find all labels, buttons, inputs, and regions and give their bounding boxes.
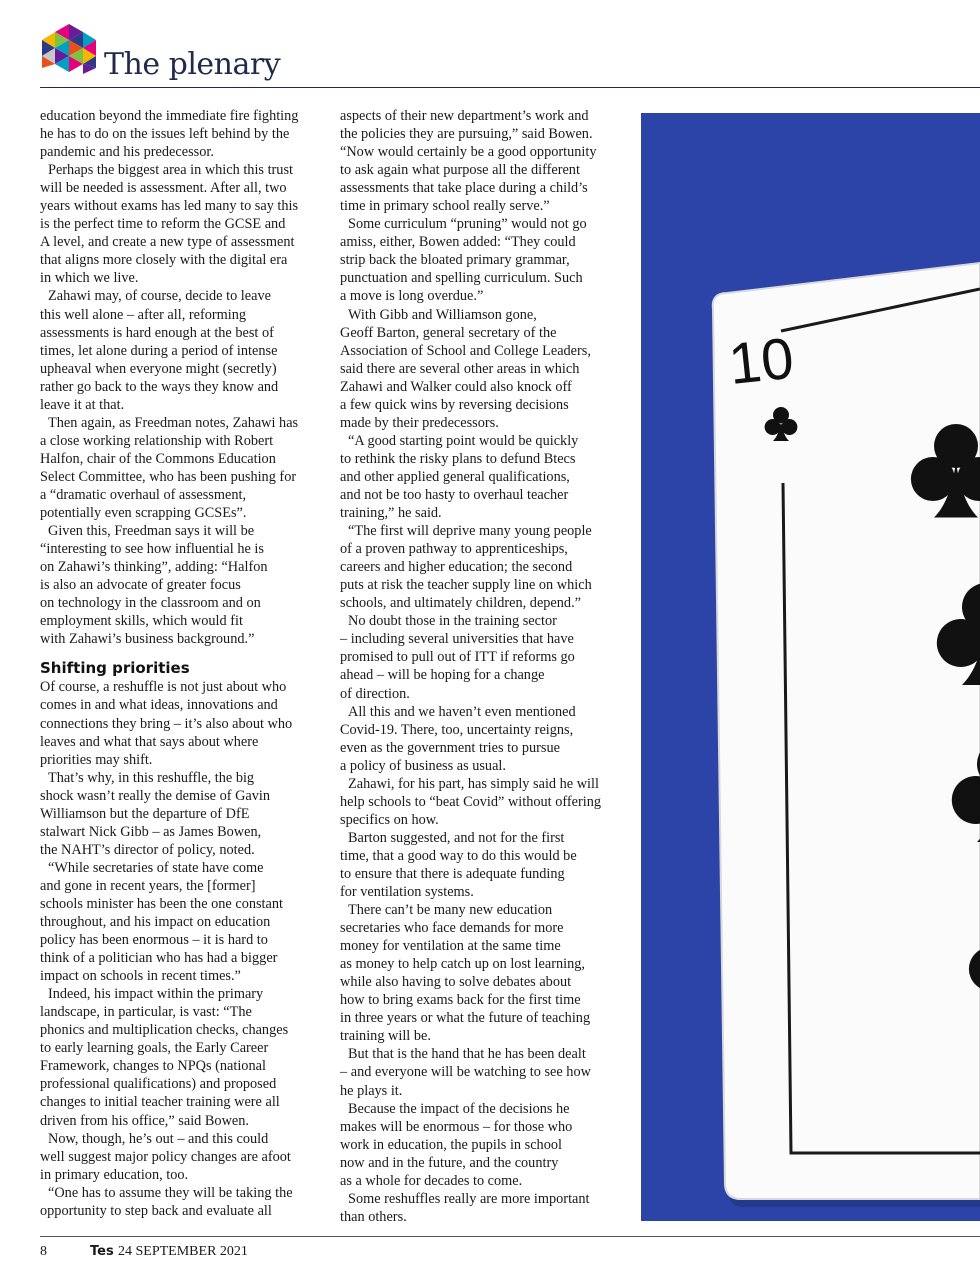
paragraph: Because the impact of the decisions he makes will be enormous – for those who work in education, the pupils in school now and in the future, and the country as a whole for decades to come. (340, 1100, 573, 1189)
page-number: 8 (40, 1244, 47, 1259)
paragraph: Of course, a reshuffle is not just about who comes in and what ideas, innovations and connections they bring – it’s also about who leaves and what that says about where priorities may shift. (40, 679, 293, 768)
article-column-2 (340, 107, 630, 1226)
header-divider (40, 87, 980, 88)
card-rank: 10 (725, 325, 797, 398)
paragraph: “The first will deprive many young people of a proven pathway to apprenticeships, careers and higher education; the second puts at risk the teacher supply line on which schools, and ultimately children, depend.” (340, 523, 592, 612)
paragraph: Then again, as Freedman notes, Zahawi has a close working relationship with Robert Halfon, chair of the Commons Education Select Committee, who has been pushing for a “dramatic overhaul of assessment, potentially even scrapping GCSEs”. (40, 414, 299, 522)
paragraph: But that is the hand that he has been dealt – and everyone will be watching to see how he plays it. (340, 1046, 591, 1099)
paragraph: Barton suggested, and not for the first time, that a good way to do this would be to ensure that there is adequate funding for ventilation systems. (340, 829, 577, 901)
paragraph: Indeed, his impact within the primary landscape, in particular, is vast: “The phonics and multiplication checks, changes to early learning goals, the Early Career Framework, changes to NPQs (national professional qualifications) and proposed changes to initial teacher training were all driven from his office,” said Bowen. (40, 986, 289, 1129)
paragraph: aspects of their new department’s work and the policies they are pursuing,” said Bowen. “Now would certainly be a good opportunity to ask again what purpose all the different assessments that take place during a child’s time in primary school really serve.” (340, 108, 597, 215)
paragraph: No doubt those in the training sector – including several universities that have promised to pull out of ITT if reforms go ahead – will be hoping for a change of direction. (340, 613, 575, 702)
paragraph: Perhaps the biggest area in which this trust will be needed is assessment. After all, two years without exams has led many to say this is the perfect time to reform the GCSE and A level, and create a new type of assessment that aligns more closely with the digital era in which we live. (40, 162, 299, 287)
playing-card-illustration (641, 113, 980, 1221)
paragraph: “A good starting point would be quickly to rethink the risky plans to defund Btecs and other applied general qualifications, and not be too hasty to overhaul teacher training,” he said. (340, 432, 579, 522)
paragraph: All this and we haven’t even mentioned Covid-19. There, too, uncertainty reigns, even as the government tries to pursue a policy of business as usual. (340, 703, 576, 774)
paragraph: Zahawi may, of course, decide to leave this well alone – after all, reforming assessments is hard enough at the best of times, let alone during a period of intense upheaval when everyone might (secretly) rather go back to the ways they know and leave it at that. (40, 288, 279, 413)
paragraph: “While secretaries of state have come and gone in recent years, the [former] schools minister has been the one constant throughout, and his impact on education policy has been enormous – it is hard to think of a politician who has had a bigger impact on schools in recent times.” (40, 859, 283, 985)
paragraph: Zahawi, for his part, has simply said he will help schools to “beat Covid” without offering specifics on how. (340, 775, 602, 828)
publication-name: Tes (90, 1244, 114, 1259)
triangle-mosaic-logo-icon (40, 22, 98, 80)
paragraph: With Gibb and Williamson gone, Geoff Barton, general secretary of the Association of School and College Leaders, said there are several other areas in which Zahawi and Walker could also knock off a few quick wins by reversing decisions made by their predecessors. (340, 306, 591, 431)
paragraph: education beyond the immediate fire fighting he has to do on the issues left behind by the pandemic and his predecessor. (40, 108, 299, 161)
paragraph: Some curriculum “pruning” would not go amiss, either, Bowen added: “They could strip back the bloated primary grammar, punctuation and spelling curriculum. Such a move is long overdue.” (340, 216, 587, 305)
article-column-1 (40, 107, 330, 1220)
paragraph: Given this, Freedman says it will be “interesting to see how influential he is on Zahawi’s thinking”, adding: “Halfon is also an advocate of greater focus on technology in the classroom and on employment skills, which would fit with Zahawi’s business background.” (40, 523, 268, 648)
page-header (0, 0, 980, 88)
playing-card (713, 263, 980, 1199)
paragraph: There can’t be many new education secretaries who face demands for more money for ventilation at the same time as money to help catch up on lost learning, while also having to solve debates about how to bring exams back for the first time in three years or what the future of teaching training will be. (340, 902, 591, 1045)
paragraph: “One has to assume they will be taking the opportunity to step back and evaluate all (40, 1184, 293, 1219)
section-title: The plenary (104, 47, 281, 82)
subheading: Shifting priorities (40, 659, 190, 678)
playing-card-photo (641, 113, 980, 1221)
paragraph: That’s why, in this reshuffle, the big shock wasn’t really the demise of Gavin Williamson but the departure of DfE stalwart Nick Gibb – as James Bowen, the NAHT’s director of policy, noted. (40, 769, 271, 858)
issue-date: 24 SEPTEMBER 2021 (118, 1244, 248, 1259)
paragraph: Some reshuffles really are more important than others. (340, 1190, 590, 1225)
paragraph: Now, though, he’s out – and this could well suggest major policy changes are afoot in primary education, too. (40, 1130, 291, 1183)
footer-divider (40, 1236, 980, 1237)
